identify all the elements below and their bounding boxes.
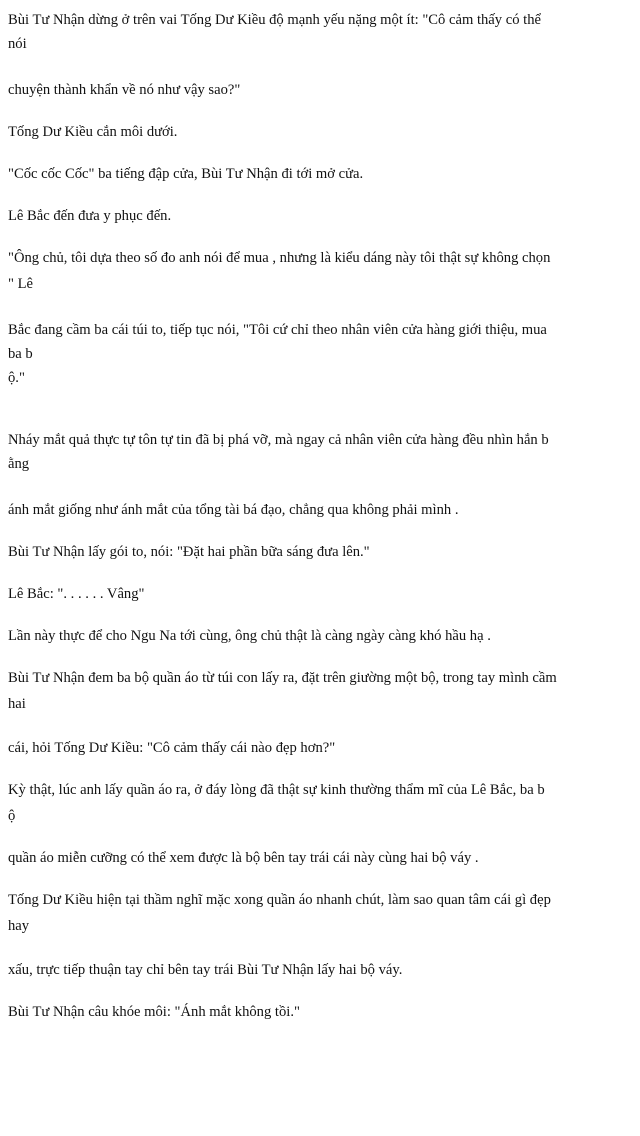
text-line: Bùi Tư Nhận đem ba bộ quần áo từ túi con lấy ra, đặt trên giường một bộ, trong tay mình cầm [8, 670, 557, 686]
text-line: Tống Dư Kiều cắn môi dưới. [8, 124, 178, 140]
text-line: Nháy mắt quả thực tự tôn tự tin đã bị phá vỡ, mà ngay cả nhân viên cửa hàng đều nhìn hắn b [8, 432, 549, 448]
text-line: Lần này thực để cho Ngu Na tới cùng, ông chủ thật là càng ngày càng khó hầu hạ . [8, 628, 491, 644]
text-line: Lê Bắc đến đưa y phục đến. [8, 208, 172, 224]
text-line: " Lê [8, 276, 33, 292]
text-line: ằng [8, 456, 30, 472]
text-line: Tống Dư Kiều hiện tại thầm nghĩ mặc xong quần áo nhanh chút, làm sao quan tâm cái gì đẹp [8, 892, 551, 908]
text-line: chuyện thành khẩn về nó như vậy sao?" [8, 82, 241, 98]
text-line: "Cốc cốc Cốc" ba tiếng đập cửa, Bùi Tư Nhận đi tới mở cửa. [8, 166, 364, 182]
text-line: ba b [8, 346, 33, 362]
text-line: Bùi Tư Nhận dừng ở trên vai Tống Dư Kiều độ mạnh yếu nặng một ít: "Cô cảm thấy có thể [8, 12, 541, 28]
text-line: quần áo miễn cưỡng có thể xem được là bộ bên tay trái cái này cùng hai bộ váy . [8, 850, 479, 866]
text-line: Kỳ thật, lúc anh lấy quần áo ra, ở đáy lòng đã thật sự kinh thường thẩm mĩ của Lê Bắc, ba b [8, 782, 545, 798]
text-line: ộ [8, 808, 16, 824]
text-line: cái, hỏi Tống Dư Kiều: "Cô cảm thấy cái nào đẹp hơn?" [8, 740, 336, 756]
text-line: hay [8, 918, 30, 934]
text-line: Bùi Tư Nhận lấy gói to, nói: "Đặt hai phần bữa sáng đưa lên." [8, 544, 370, 560]
text-line: ộ." [8, 370, 25, 386]
text-line: xấu, trực tiếp thuận tay chỉ bên tay trái Bùi Tư Nhận lấy hai bộ váy. [8, 962, 403, 978]
text-line: nói [8, 36, 27, 52]
text-line: "Ông chủ, tôi dựa theo số đo anh nói để mua , nhưng là kiểu dáng này tôi thật sự không chọn [8, 250, 551, 266]
text-line: ánh mắt giống như ánh mắt của tổng tài bá đạo, chẳng qua không phải mình . [8, 502, 459, 518]
text-line: Bùi Tư Nhận câu khóe môi: "Ánh mắt không tồi." [8, 1004, 300, 1020]
text-line: Bắc đang cầm ba cái túi to, tiếp tục nói, "Tôi cứ chỉ theo nhân viên cửa hàng giới thiệu, mua [8, 322, 547, 338]
text-line: Lê Bắc: ". . . . . . Vâng" [8, 586, 145, 602]
text-line: hai [8, 696, 26, 712]
